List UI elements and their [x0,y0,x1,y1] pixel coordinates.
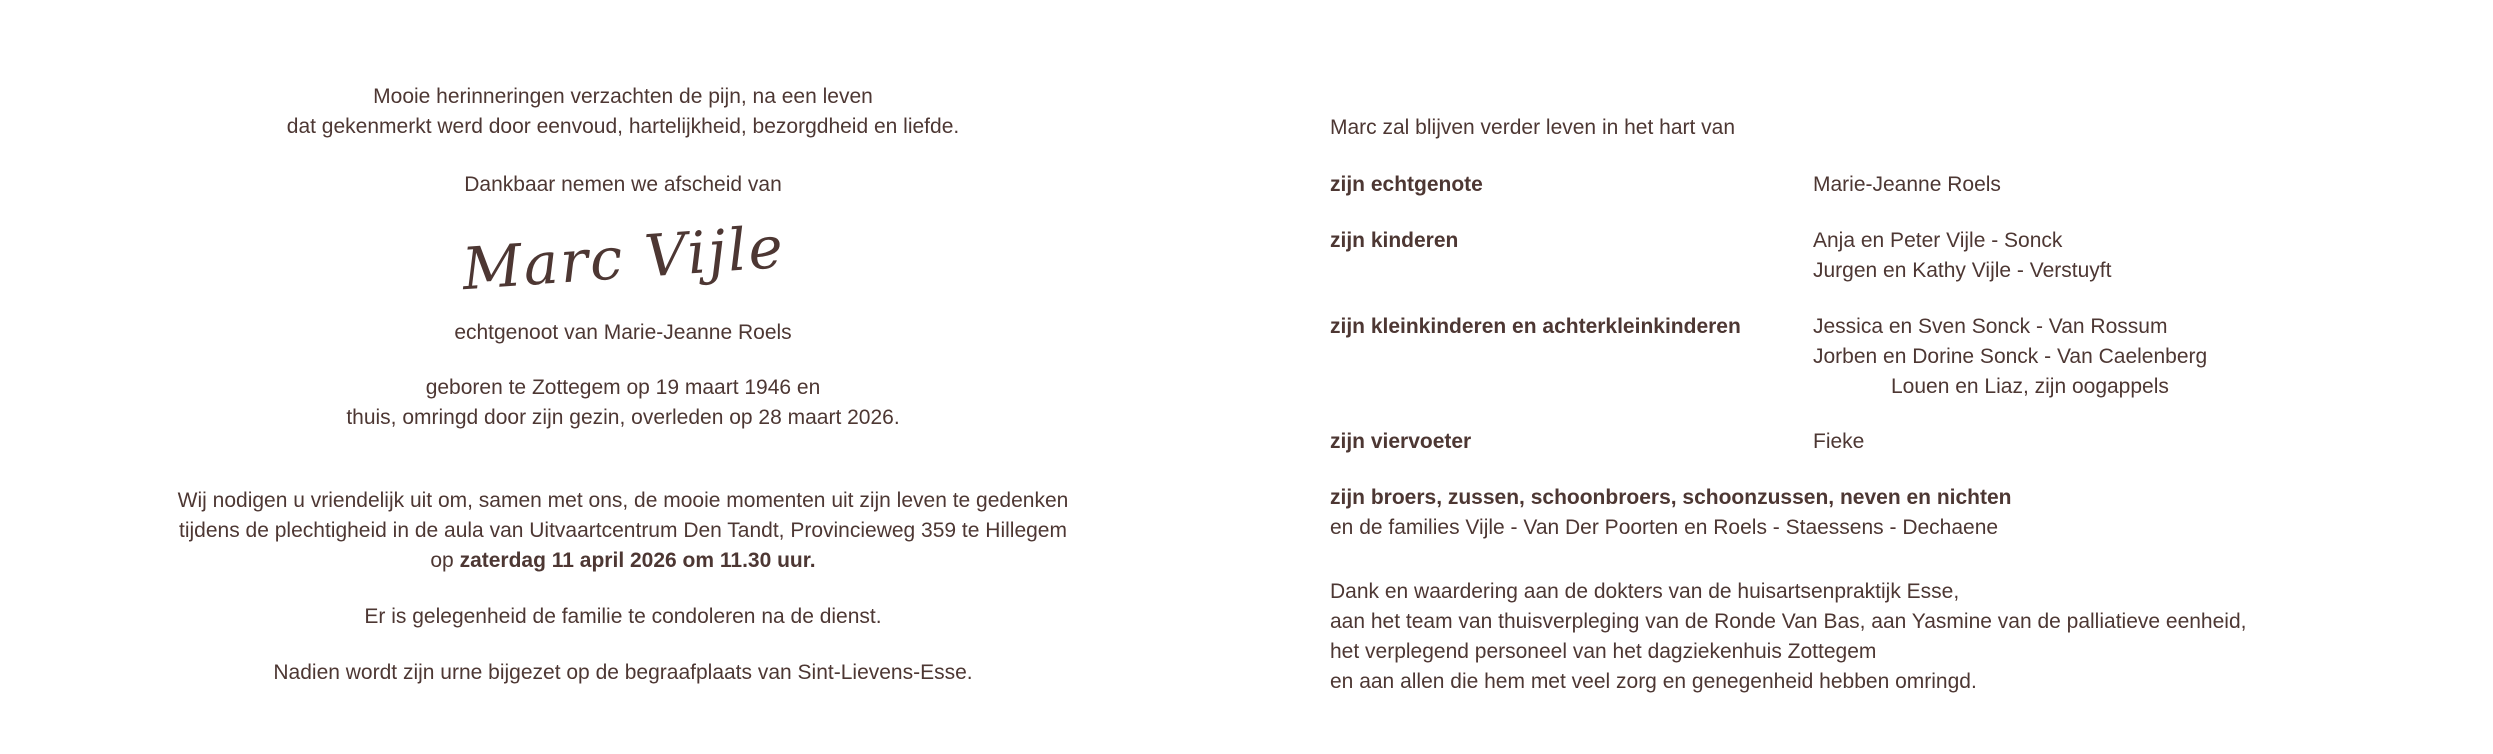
relation-row-echtgenote [1330,170,2453,200]
spouse-line [454,318,791,348]
thanks-line: Dank en waardering aan de dokters van de huisartsenpraktijk Esse, [1330,580,1960,603]
invitation-line: tijdens de plechtigheid in de aula van Uitvaartcentrum Den Tandt, Provincieweg 359 te Hillegem [179,519,1067,542]
left-panel [0,0,1246,754]
deceased-name-script: Marc Vijle [459,212,787,304]
opening-verse-line: dat gekenmerkt werd door eenvoud, hartelijkheid, bezorgdheid en liefde. [286,115,960,138]
ceremony-date-bold: zaterdag 11 april 2026 om 11.30 uur. [459,549,816,572]
relation-name: Jurgen en Kathy Vijle - Verstuyft [1813,259,2112,282]
relation-label: zijn viervoeter [1330,430,1472,453]
burial-line [273,658,972,688]
birth-line: geboren te Zottegem op 19 maart 1946 en [425,376,821,399]
death-line: thuis, omringd door zijn gezin, overleden op 28 maart 2026. [346,406,900,429]
ceremony-invitation [178,486,1069,576]
farewell-text: Dankbaar nemen we afscheid van [464,173,782,196]
relation-label: zijn kinderen [1330,229,1459,252]
relation-names [1813,170,2001,200]
thanks-line: en aan allen die hem met veel zorg en genegenheid hebben omringd. [1330,670,1977,693]
life-dates [346,373,899,433]
farewell-line [464,170,782,200]
family-block [1330,483,2453,543]
opening-verse [287,82,959,142]
relation-name: Jorben en Dorine Sonck - Van Caelenberg [1813,345,2208,368]
invitation-line: Wij nodigen u vriendelijk uit om, samen met ons, de mooie momenten uit zijn leven te gedenken [177,489,1069,512]
opening-verse-line: Mooie herinneringen verzachten de pijn, na een leven [373,85,873,108]
remembrance-intro: Marc zal blijven verder leven in het hart van [1330,116,1736,139]
family-line-regular: en de families Vijle - Van Der Poorten en Roels - Staessens - Dechaene [1330,516,1999,539]
relation-name: Louen en Liaz, zijn oogappels [1891,375,2169,398]
relation-name: Jessica en Sven Sonck - Van Rossum [1813,315,2168,338]
thanks-line: het verplegend personeel van het dagziekenhuis Zottegem [1330,640,1877,663]
relation-name: Anja en Peter Vijle - Sonck [1813,229,2063,252]
relation-row-kinderen [1330,226,2453,286]
relation-name: Marie-Jeanne Roels [1813,173,2001,196]
relation-names [1813,312,2207,402]
ceremony-date-line [178,546,1069,576]
relation-row-viervoeter [1330,427,2453,457]
relation-row-kleinkinderen [1330,312,2453,402]
condolence-line [364,602,881,632]
relation-name: Fieke [1813,430,1865,453]
right-panel [1246,0,2493,754]
thanks-line: aan het team van thuisverpleging van de Ronde Van Bas, aan Yasmine van de palliatieve eenheid, [1330,610,2247,633]
family-line-bold: zijn broers, zussen, schoonbroers, schoonzussen, neven en nichten [1330,486,2012,509]
relation-label: zijn kleinkinderen en achterkleinkinderen [1330,315,1741,338]
relation-names [1813,427,1864,457]
spouse-text: echtgenoot van Marie-Jeanne Roels [454,321,792,344]
relation-label: zijn echtgenote [1330,173,1483,196]
relation-names [1813,226,2111,286]
condolence-text: Er is gelegenheid de familie te condoleren na de dienst. [364,605,882,628]
ceremony-date-prefix: op [430,549,460,572]
burial-text: Nadien wordt zijn urne bijgezet op de begraafplaats van Sint-Lievens-Esse. [273,661,973,684]
thanks-block [1330,577,2453,697]
